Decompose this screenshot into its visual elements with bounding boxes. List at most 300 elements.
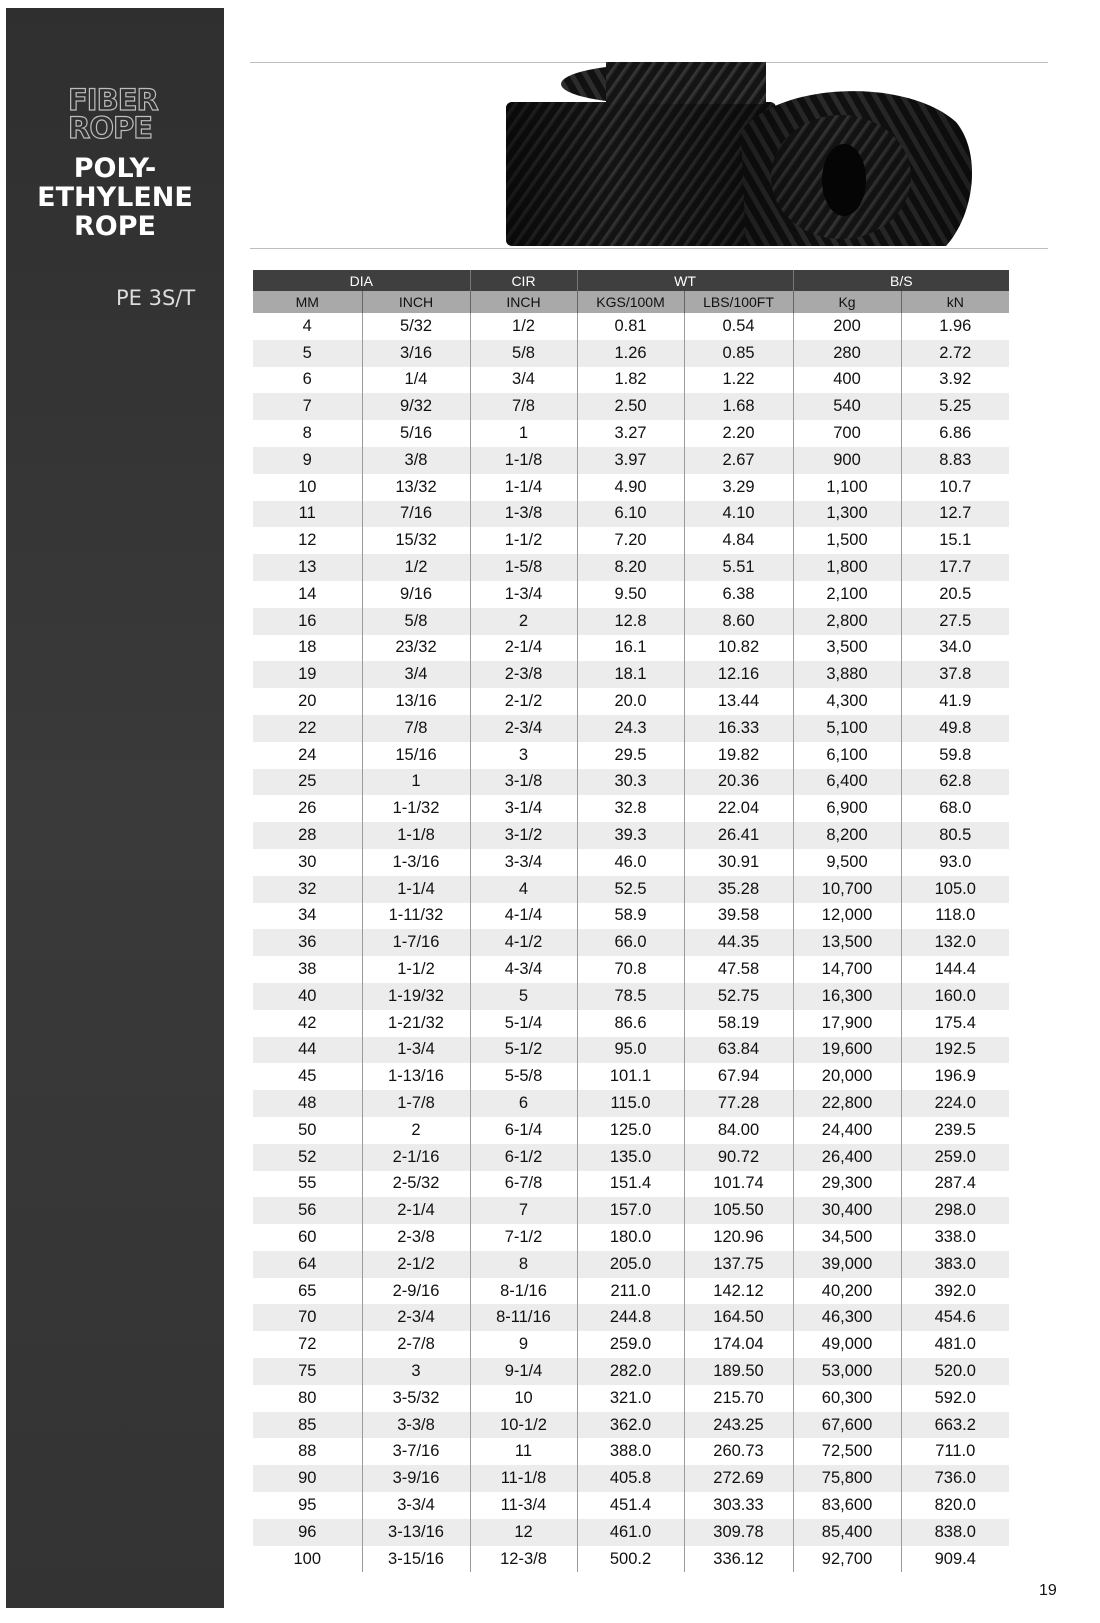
table-cell: 58.9 — [577, 903, 684, 930]
table-cell: 259.0 — [901, 1144, 1009, 1171]
table-cell: 35.28 — [684, 876, 793, 903]
table-row — [253, 983, 1009, 1010]
table-cell: 192.5 — [901, 1037, 1009, 1064]
dia-inch-header: INCH — [362, 291, 470, 313]
table-row — [253, 688, 1009, 715]
table-cell: 239.5 — [901, 1117, 1009, 1144]
table-cell: 16.33 — [684, 715, 793, 742]
table-cell: 481.0 — [901, 1331, 1009, 1358]
rope-spec-table — [253, 270, 1009, 1572]
table-cell: 40,200 — [793, 1278, 901, 1305]
table-cell: 392.0 — [901, 1278, 1009, 1305]
table-cell: 5.51 — [684, 554, 793, 581]
table-cell: 3/16 — [362, 340, 470, 367]
dia-header: DIA — [253, 270, 470, 291]
table-cell: 80.5 — [901, 822, 1009, 849]
table-row — [253, 876, 1009, 903]
table-cell: 244.8 — [577, 1304, 684, 1331]
table-cell: 49.8 — [901, 715, 1009, 742]
table-cell: 30 — [298, 852, 317, 871]
table-cell: 5-5/8 — [470, 1063, 577, 1090]
kgs-header: KGS/100M — [577, 291, 684, 313]
table-cell: 52 — [253, 1144, 362, 1171]
bs-header: B/S — [793, 270, 1009, 291]
table-cell: 20.5 — [901, 581, 1009, 608]
table-cell: 15.1 — [901, 527, 1009, 554]
table-cell: 298.0 — [901, 1197, 1009, 1224]
table-cell: 6.10 — [577, 501, 684, 528]
table-row — [253, 393, 1009, 420]
table-cell: 700 — [793, 420, 901, 447]
table-cell: 9 — [470, 1331, 577, 1358]
table-cell: 336.12 — [684, 1546, 793, 1573]
table-cell: 90.72 — [684, 1144, 793, 1171]
table-cell: 3-15/16 — [362, 1546, 470, 1573]
table-cell: 5-1/2 — [470, 1037, 577, 1064]
table-row — [253, 929, 1009, 956]
table-cell: 2-1/16 — [362, 1144, 470, 1171]
table-cell: 12 — [470, 1519, 577, 1546]
table-cell: 47.58 — [684, 956, 793, 983]
table-cell: 15/16 — [362, 742, 470, 769]
table-row — [253, 956, 1009, 983]
table-cell: 77.28 — [684, 1090, 793, 1117]
table-cell: 2-3/8 — [470, 661, 577, 688]
table-cell: 0.54 — [684, 313, 793, 340]
table-cell: 151.4 — [577, 1171, 684, 1198]
table-cell: 900 — [793, 447, 901, 474]
table-cell: 272.69 — [684, 1465, 793, 1492]
table-cell: 41.9 — [901, 688, 1009, 715]
table-cell: 663.2 — [901, 1412, 1009, 1439]
table-cell: 26.41 — [684, 822, 793, 849]
table-row — [253, 849, 1009, 876]
table-cell: 1-3/4 — [362, 1037, 470, 1064]
table-cell: 1.22 — [684, 367, 793, 394]
table-cell: 66.0 — [577, 929, 684, 956]
table-cell: 1,800 — [793, 554, 901, 581]
table-cell: 20 — [298, 692, 317, 711]
table-cell: 13/16 — [362, 688, 470, 715]
table-cell: 2.67 — [684, 447, 793, 474]
table-cell: 0.81 — [577, 313, 684, 340]
table-row — [253, 501, 1009, 528]
table-row — [253, 1546, 1009, 1573]
table-cell: 11 — [470, 1438, 577, 1465]
table-cell: 13.44 — [684, 688, 793, 715]
table-cell: 132.0 — [901, 929, 1009, 956]
table-cell: 10,700 — [793, 876, 901, 903]
table-cell: 83,600 — [793, 1492, 901, 1519]
table-cell: 125.0 — [577, 1117, 684, 1144]
table-cell: 174.04 — [684, 1331, 793, 1358]
table-cell: 13 — [253, 554, 362, 581]
table-cell: 86.6 — [577, 1010, 684, 1037]
table-cell: 44 — [253, 1037, 362, 1064]
table-cell: 2.20 — [684, 420, 793, 447]
table-cell: 78.5 — [577, 983, 684, 1010]
table-row — [253, 1519, 1009, 1546]
table-cell: 38 — [298, 960, 317, 979]
table-cell: 2-1/4 — [470, 635, 577, 662]
table-cell: 2,100 — [793, 581, 901, 608]
table-cell: 105.50 — [684, 1197, 793, 1224]
table-cell: 6-7/8 — [470, 1171, 577, 1198]
table-cell: 1-1/4 — [470, 474, 577, 501]
table-cell: 3,880 — [793, 661, 901, 688]
table-cell: 6 — [470, 1090, 577, 1117]
table-cell: 1/4 — [362, 367, 470, 394]
table-cell: 280 — [793, 340, 901, 367]
table-row — [253, 1144, 1009, 1171]
table-row — [253, 1331, 1009, 1358]
table-cell: 1.82 — [577, 367, 684, 394]
table-row — [253, 1358, 1009, 1385]
table-cell: 24,400 — [793, 1117, 901, 1144]
table-cell: 1-7/8 — [362, 1090, 470, 1117]
table-row — [253, 1492, 1009, 1519]
table-cell: 29.5 — [577, 742, 684, 769]
table-cell: 64 — [253, 1251, 362, 1278]
table-cell: 5/8 — [470, 340, 577, 367]
table-cell: 461.0 — [577, 1519, 684, 1546]
table-cell: 13/32 — [362, 474, 470, 501]
table-cell: 9/16 — [362, 581, 470, 608]
title-line-3: ROPE — [74, 211, 156, 242]
table-cell: 196.9 — [901, 1063, 1009, 1090]
table-cell: 8-11/16 — [470, 1304, 577, 1331]
fiber-rope-logo — [68, 83, 158, 145]
table-cell: 820.0 — [901, 1492, 1009, 1519]
table-cell: 3-3/4 — [470, 849, 577, 876]
table-cell: 243.25 — [684, 1412, 793, 1439]
table-cell: 736.0 — [901, 1465, 1009, 1492]
table-cell: 1.68 — [684, 393, 793, 420]
table-cell: 30.3 — [577, 769, 684, 796]
table-cell: 4.10 — [684, 501, 793, 528]
logo-line-2: ROPE — [68, 111, 153, 145]
table-cell: 1,100 — [793, 474, 901, 501]
table-cell: 58.19 — [684, 1010, 793, 1037]
table-row — [253, 795, 1009, 822]
table-cell: 282.0 — [577, 1358, 684, 1385]
table-cell: 46.0 — [577, 849, 684, 876]
table-cell: 32 — [253, 876, 362, 903]
table-cell: 388.0 — [577, 1438, 684, 1465]
spec-table-body — [253, 313, 1009, 1572]
table-cell: 909.4 — [901, 1546, 1009, 1573]
table-cell: 7 — [470, 1197, 577, 1224]
wt-header: WT — [577, 270, 793, 291]
table-cell: 12.16 — [684, 661, 793, 688]
product-title — [6, 154, 224, 241]
table-row — [253, 661, 1009, 688]
table-cell: 28 — [253, 822, 362, 849]
table-cell: 2-7/8 — [362, 1331, 470, 1358]
rope-coil-photo — [506, 62, 988, 246]
table-cell: 8.83 — [901, 447, 1009, 474]
table-cell: 19,600 — [793, 1037, 901, 1064]
table-cell: 1-11/32 — [362, 903, 470, 930]
table-cell: 26 — [298, 799, 317, 818]
table-cell: 180.0 — [577, 1224, 684, 1251]
table-row — [253, 447, 1009, 474]
table-cell: 2-1/2 — [362, 1251, 470, 1278]
table-cell: 2.72 — [901, 340, 1009, 367]
table-cell: 70.8 — [577, 956, 684, 983]
table-cell: 46,300 — [793, 1304, 901, 1331]
table-cell: 1,300 — [793, 501, 901, 528]
table-row — [253, 1251, 1009, 1278]
table-cell: 1-19/32 — [362, 983, 470, 1010]
table-row — [253, 1278, 1009, 1305]
table-cell: 5-1/4 — [470, 1010, 577, 1037]
table-row — [253, 822, 1009, 849]
table-cell: 55 — [298, 1174, 317, 1193]
table-row — [253, 367, 1009, 394]
table-cell: 6-1/2 — [470, 1144, 577, 1171]
table-cell: 2-5/32 — [362, 1171, 470, 1198]
table-cell: 5.25 — [901, 393, 1009, 420]
table-cell: 101.1 — [577, 1063, 684, 1090]
table-cell: 4-1/4 — [470, 903, 577, 930]
table-cell: 4-3/4 — [470, 956, 577, 983]
table-cell: 259.0 — [577, 1331, 684, 1358]
table-cell: 3.27 — [577, 420, 684, 447]
table-cell: 362.0 — [577, 1412, 684, 1439]
table-cell: 5/32 — [362, 313, 470, 340]
table-cell: 8.60 — [684, 608, 793, 635]
table-cell: 6,900 — [793, 795, 901, 822]
table-cell: 19.82 — [684, 742, 793, 769]
table-cell: 135.0 — [577, 1144, 684, 1171]
table-cell: 15/32 — [362, 527, 470, 554]
table-cell: 3-3/8 — [362, 1412, 470, 1439]
table-cell: 88 — [298, 1442, 317, 1461]
table-cell: 309.78 — [684, 1519, 793, 1546]
table-cell: 30.91 — [684, 849, 793, 876]
table-cell: 68.0 — [901, 795, 1009, 822]
table-cell: 7/16 — [362, 501, 470, 528]
table-cell: 3 — [470, 742, 577, 769]
table-cell: 3.29 — [684, 474, 793, 501]
table-cell: 24.3 — [577, 715, 684, 742]
table-cell: 39.3 — [577, 822, 684, 849]
table-cell: 34,500 — [793, 1224, 901, 1251]
table-cell: 45 — [298, 1067, 317, 1086]
table-cell: 2-3/4 — [362, 1304, 470, 1331]
table-cell: 75,800 — [793, 1465, 901, 1492]
table-cell: 80 — [298, 1388, 317, 1407]
table-cell: 2-1/2 — [470, 688, 577, 715]
table-cell: 6,400 — [793, 769, 901, 796]
table-cell: 20,000 — [793, 1063, 901, 1090]
table-cell: 7/8 — [470, 393, 577, 420]
table-cell: 85,400 — [793, 1519, 901, 1546]
table-cell: 711.0 — [901, 1438, 1009, 1465]
table-cell: 1-1/2 — [470, 527, 577, 554]
table-cell: 17.7 — [901, 554, 1009, 581]
cir-inch-header: INCH — [470, 291, 577, 313]
table-cell: 383.0 — [901, 1251, 1009, 1278]
title-line-2: ETHYLENE — [37, 182, 193, 213]
table-cell: 3.97 — [577, 447, 684, 474]
table-cell: 205.0 — [577, 1251, 684, 1278]
cir-header: CIR — [470, 270, 577, 291]
table-cell: 11-1/8 — [470, 1465, 577, 1492]
table-cell: 8.20 — [577, 554, 684, 581]
table-cell: 18.1 — [577, 661, 684, 688]
table-cell: 3,500 — [793, 635, 901, 662]
table-cell: 7.20 — [577, 527, 684, 554]
table-cell: 5,100 — [793, 715, 901, 742]
table-cell: 215.70 — [684, 1385, 793, 1412]
table-row — [253, 1171, 1009, 1198]
table-cell: 287.4 — [901, 1171, 1009, 1198]
table-cell: 32.8 — [577, 795, 684, 822]
table-cell: 1-3/16 — [362, 849, 470, 876]
table-cell: 142.12 — [684, 1278, 793, 1305]
table-cell: 1-7/16 — [362, 929, 470, 956]
table-cell: 4-1/2 — [470, 929, 577, 956]
table-cell: 1/2 — [362, 554, 470, 581]
title-line-1: POLY- — [73, 153, 157, 184]
table-cell: 8-1/16 — [470, 1278, 577, 1305]
logo-line-1: FIBER — [68, 83, 158, 117]
table-cell: 10-1/2 — [470, 1412, 577, 1439]
table-cell: 175.4 — [901, 1010, 1009, 1037]
mm-header: MM — [253, 291, 362, 313]
table-cell: 1-5/8 — [470, 554, 577, 581]
table-cell: 70 — [253, 1304, 362, 1331]
table-cell: 3-7/16 — [362, 1438, 470, 1465]
table-cell: 9 — [253, 447, 362, 474]
table-row — [253, 1037, 1009, 1064]
table-cell: 9.50 — [577, 581, 684, 608]
table-cell: 211.0 — [577, 1278, 684, 1305]
table-cell: 9,500 — [793, 849, 901, 876]
table-row — [253, 1090, 1009, 1117]
table-cell: 3-9/16 — [362, 1465, 470, 1492]
table-cell: 11-3/4 — [470, 1492, 577, 1519]
table-row — [253, 340, 1009, 367]
table-cell: 14 — [298, 584, 317, 603]
table-cell: 101.74 — [684, 1171, 793, 1198]
table-row — [253, 313, 1009, 340]
table-cell: 84.00 — [684, 1117, 793, 1144]
table-cell: 39,000 — [793, 1251, 901, 1278]
table-cell: 37.8 — [901, 661, 1009, 688]
table-cell: 92,700 — [793, 1546, 901, 1573]
table-cell: 200 — [793, 313, 901, 340]
table-cell: 838.0 — [901, 1519, 1009, 1546]
table-cell: 144.4 — [901, 956, 1009, 983]
table-cell: 3-1/4 — [470, 795, 577, 822]
table-row — [253, 554, 1009, 581]
table-cell: 44.35 — [684, 929, 793, 956]
group-header-row — [253, 270, 1009, 291]
table-cell: 1,500 — [793, 527, 901, 554]
table-cell: 27.5 — [901, 608, 1009, 635]
table-cell: 39.58 — [684, 903, 793, 930]
table-row — [253, 715, 1009, 742]
table-cell: 1-1/8 — [470, 447, 577, 474]
table-row — [253, 1412, 1009, 1439]
table-cell: 34 — [298, 906, 317, 925]
table-cell: 4.84 — [684, 527, 793, 554]
table-cell: 5 — [253, 340, 362, 367]
table-cell: 137.75 — [684, 1251, 793, 1278]
table-cell: 1/2 — [470, 313, 577, 340]
table-cell: 13,500 — [793, 929, 901, 956]
table-cell: 53,000 — [793, 1358, 901, 1385]
table-cell: 12.7 — [901, 501, 1009, 528]
table-cell: 4 — [302, 316, 312, 335]
table-cell: 2-9/16 — [362, 1278, 470, 1305]
table-cell: 26,400 — [793, 1144, 901, 1171]
table-cell: 454.6 — [901, 1304, 1009, 1331]
table-cell: 1-13/16 — [362, 1063, 470, 1090]
table-cell: 157.0 — [577, 1197, 684, 1224]
table-cell: 8,200 — [793, 822, 901, 849]
table-cell: 22.04 — [684, 795, 793, 822]
table-cell: 12 — [298, 531, 317, 550]
table-cell: 1-3/8 — [470, 501, 577, 528]
kg-header: Kg — [793, 291, 901, 313]
table-cell: 105.0 — [901, 876, 1009, 903]
table-cell: 5/8 — [362, 608, 470, 635]
table-cell: 7-1/2 — [470, 1224, 577, 1251]
table-cell: 72 — [298, 1335, 317, 1354]
table-cell: 30,400 — [793, 1197, 901, 1224]
table-cell: 4,300 — [793, 688, 901, 715]
table-cell: 115.0 — [577, 1090, 684, 1117]
table-cell: 22 — [253, 715, 362, 742]
table-cell: 17,900 — [793, 1010, 901, 1037]
table-cell: 10.82 — [684, 635, 793, 662]
table-row — [253, 1438, 1009, 1465]
table-cell: 3-13/16 — [362, 1519, 470, 1546]
table-cell: 405.8 — [577, 1465, 684, 1492]
table-cell: 93.0 — [901, 849, 1009, 876]
table-cell: 3-1/8 — [470, 769, 577, 796]
table-cell: 592.0 — [901, 1385, 1009, 1412]
table-row — [253, 1063, 1009, 1090]
product-code: PE 3S/T — [116, 286, 196, 310]
table-cell: 95.0 — [577, 1037, 684, 1064]
table-cell: 100 — [293, 1549, 322, 1568]
table-cell: 118.0 — [901, 903, 1009, 930]
table-cell: 42 — [298, 1013, 317, 1032]
table-cell: 49,000 — [793, 1331, 901, 1358]
table-cell: 120.96 — [684, 1224, 793, 1251]
table-cell: 20.36 — [684, 769, 793, 796]
table-cell: 11 — [253, 501, 362, 528]
table-cell: 8 — [302, 424, 312, 443]
table-cell: 18 — [298, 638, 317, 657]
page-number: 19 — [1039, 1582, 1057, 1599]
table-row — [253, 1117, 1009, 1144]
table-cell: 1 — [362, 769, 470, 796]
table-cell: 50 — [298, 1120, 317, 1139]
table-row — [253, 474, 1009, 501]
table-cell: 5 — [470, 983, 577, 1010]
table-cell: 90 — [253, 1465, 362, 1492]
table-cell: 6.86 — [901, 420, 1009, 447]
unit-header-row — [253, 291, 1009, 313]
table-cell: 5/16 — [362, 420, 470, 447]
table-cell: 3-5/32 — [362, 1385, 470, 1412]
